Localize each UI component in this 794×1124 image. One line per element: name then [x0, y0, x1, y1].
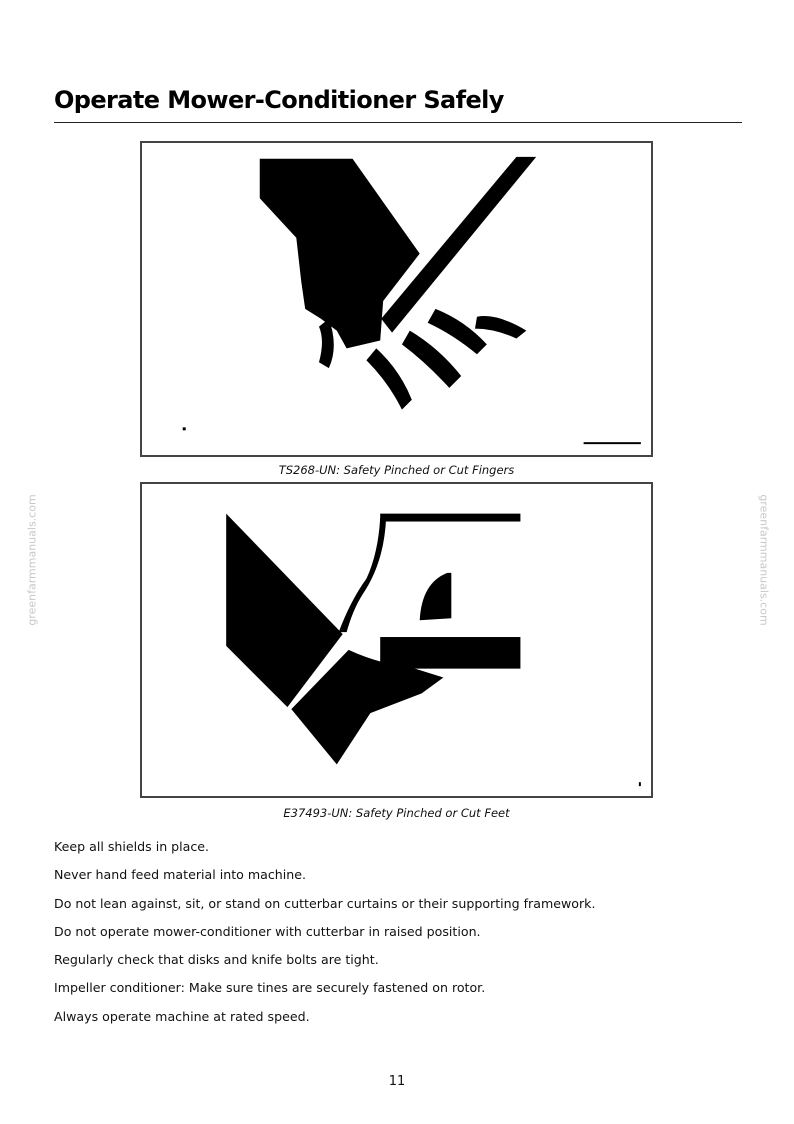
- figure-caption: E37493-UN: Safety Pinched or Cut Feet: [283, 806, 510, 820]
- page-title: Operate Mower-Conditioner Safely: [54, 86, 504, 114]
- instruction-line: Do not operate mower-conditioner with cutterbar in raised position.: [54, 923, 481, 939]
- knife-shape: [420, 573, 452, 620]
- finger-shape: [475, 316, 526, 338]
- instruction-line: Regularly check that disks and knife bolts are tight.: [54, 952, 379, 968]
- instruction-line: Do not lean against, sit, or stand on cutterbar curtains or their supporting framework.: [54, 895, 596, 911]
- pinched-feet-icon: [142, 484, 651, 796]
- watermark-left: greenfarmmanuals.com: [25, 494, 39, 626]
- finger-shape: [366, 348, 411, 409]
- figure-caption: TS268-UN: Safety Pinched or Cut Fingers: [278, 463, 515, 477]
- scale-bar: [584, 442, 641, 444]
- finger-shape: [402, 331, 461, 388]
- figure-pinched-feet: [140, 482, 653, 798]
- watermark-right: greenfarmmanuals.com: [757, 494, 771, 626]
- instruction-line: Impeller conditioner: Make sure tines are securely fastened on rotor.: [54, 980, 486, 996]
- safety-instructions: [54, 838, 595, 1036]
- page-number: 11: [388, 1074, 406, 1089]
- instruction-line: Always operate machine at rated speed.: [54, 1008, 310, 1024]
- pinched-fingers-icon: [142, 143, 651, 455]
- instruction-line: Keep all shields in place.: [54, 839, 210, 854]
- mower-curtain: [339, 518, 386, 633]
- mower-frame: [380, 514, 520, 522]
- cutterbar-shape: [380, 637, 520, 669]
- finger-shape: [428, 309, 487, 354]
- title-divider: [54, 122, 742, 123]
- instruction-line: Never hand feed material into machine.: [54, 867, 306, 883]
- figure-pinched-fingers: [140, 141, 653, 457]
